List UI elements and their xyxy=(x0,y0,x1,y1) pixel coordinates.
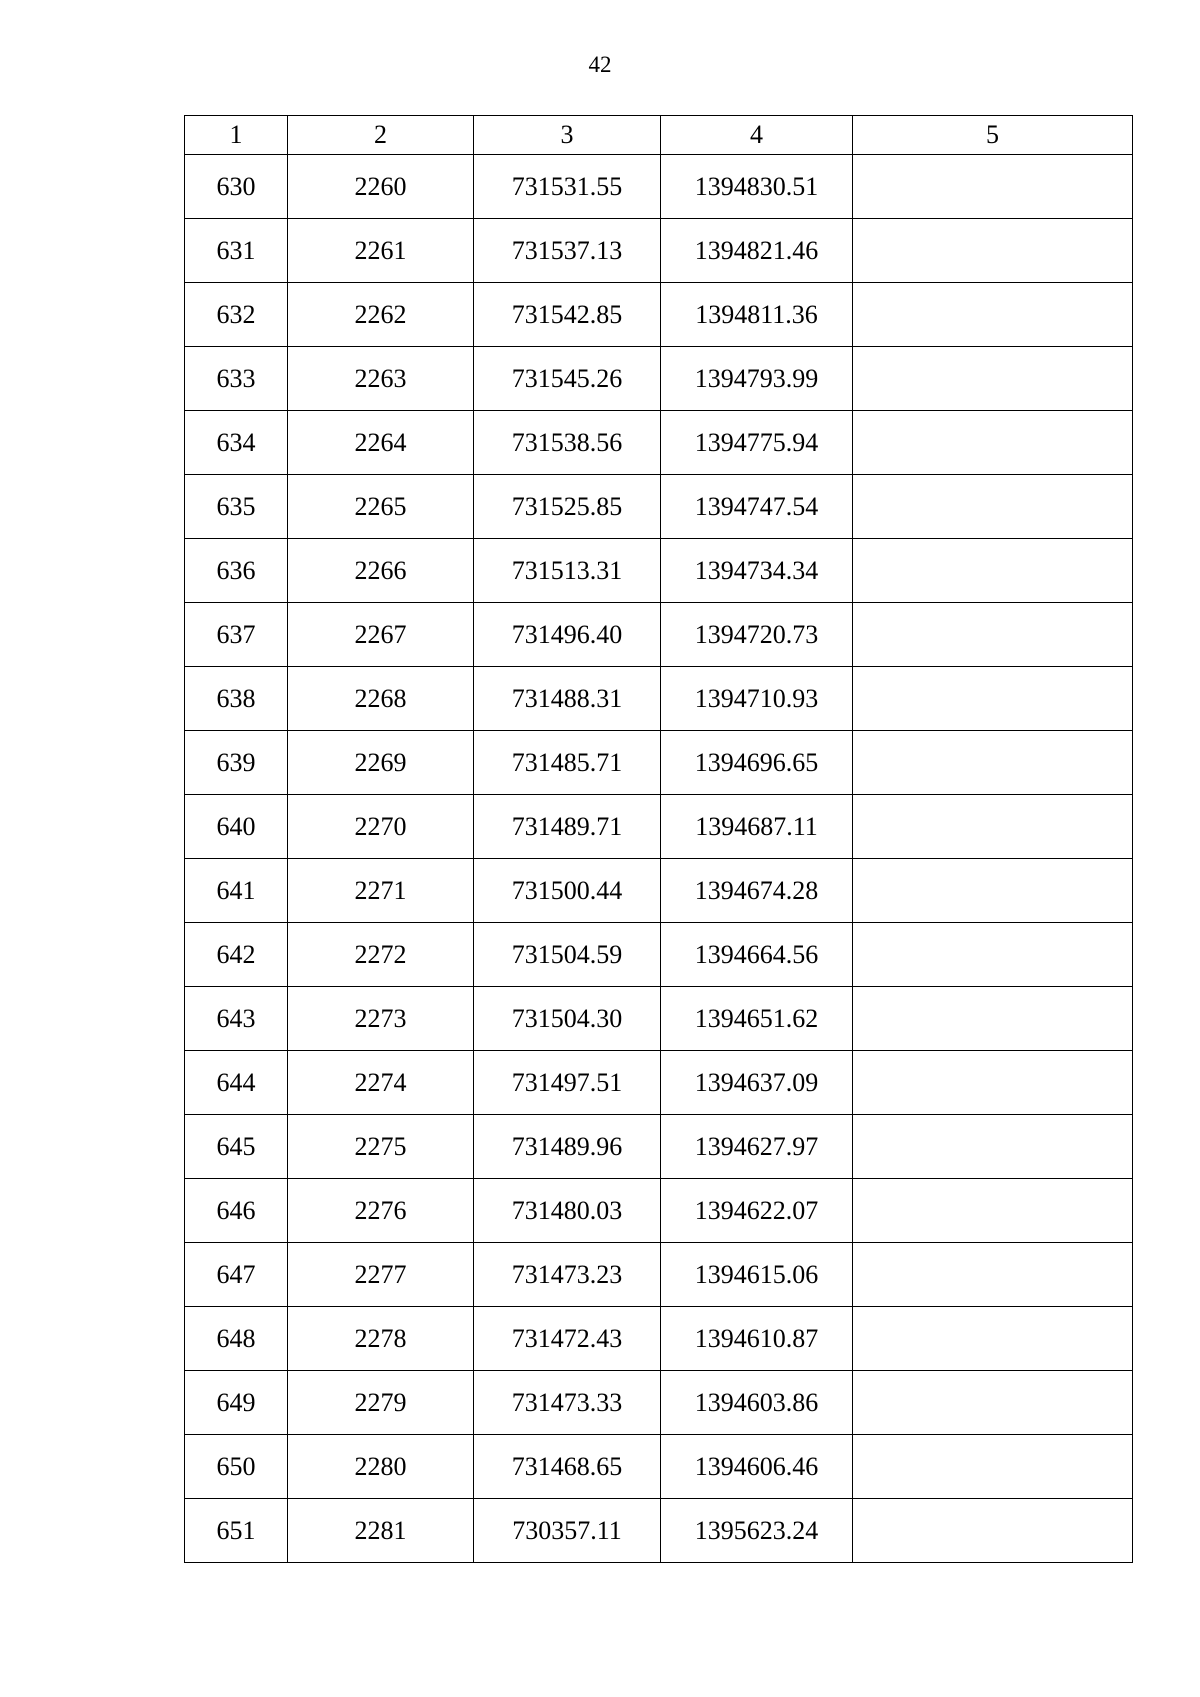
table-row xyxy=(185,539,1133,603)
point-number-cell: 2267 xyxy=(288,603,474,667)
row-number-cell: 638 xyxy=(185,667,288,731)
row-number-cell: 646 xyxy=(185,1179,288,1243)
row-number-cell: 641 xyxy=(185,859,288,923)
note-cell xyxy=(853,1115,1133,1179)
note-cell xyxy=(853,539,1133,603)
x-coordinate-cell: 731496.40 xyxy=(474,603,661,667)
x-coordinate-cell: 731480.03 xyxy=(474,1179,661,1243)
table-row xyxy=(185,1243,1133,1307)
table-row xyxy=(185,795,1133,859)
x-coordinate-cell: 731525.85 xyxy=(474,475,661,539)
y-coordinate-cell: 1394830.51 xyxy=(661,155,853,219)
column-header: 1 xyxy=(185,116,288,155)
table-row xyxy=(185,1499,1133,1563)
note-cell xyxy=(853,475,1133,539)
point-number-cell: 2280 xyxy=(288,1435,474,1499)
x-coordinate-cell: 731537.13 xyxy=(474,219,661,283)
table-row xyxy=(185,1371,1133,1435)
x-coordinate-cell: 731473.23 xyxy=(474,1243,661,1307)
column-header: 5 xyxy=(853,116,1133,155)
y-coordinate-cell: 1394674.28 xyxy=(661,859,853,923)
table-row xyxy=(185,859,1133,923)
coordinates-table xyxy=(184,115,1133,1563)
row-number-cell: 633 xyxy=(185,347,288,411)
row-number-cell: 639 xyxy=(185,731,288,795)
point-number-cell: 2266 xyxy=(288,539,474,603)
x-coordinate-cell: 730357.11 xyxy=(474,1499,661,1563)
row-number-cell: 632 xyxy=(185,283,288,347)
table-row xyxy=(185,731,1133,795)
table-header-row xyxy=(185,116,1133,155)
note-cell xyxy=(853,1371,1133,1435)
row-number-cell: 649 xyxy=(185,1371,288,1435)
x-coordinate-cell: 731538.56 xyxy=(474,411,661,475)
point-number-cell: 2279 xyxy=(288,1371,474,1435)
table-row xyxy=(185,603,1133,667)
table-row xyxy=(185,475,1133,539)
y-coordinate-cell: 1394651.62 xyxy=(661,987,853,1051)
x-coordinate-cell: 731504.30 xyxy=(474,987,661,1051)
point-number-cell: 2278 xyxy=(288,1307,474,1371)
page-number: 42 xyxy=(588,52,612,77)
note-cell xyxy=(853,411,1133,475)
row-number-cell: 643 xyxy=(185,987,288,1051)
point-number-cell: 2275 xyxy=(288,1115,474,1179)
x-coordinate-cell: 731545.26 xyxy=(474,347,661,411)
x-coordinate-cell: 731473.33 xyxy=(474,1371,661,1435)
x-coordinate-cell: 731472.43 xyxy=(474,1307,661,1371)
y-coordinate-cell: 1394734.34 xyxy=(661,539,853,603)
y-coordinate-cell: 1394687.11 xyxy=(661,795,853,859)
note-cell xyxy=(853,731,1133,795)
point-number-cell: 2271 xyxy=(288,859,474,923)
table-row xyxy=(185,667,1133,731)
table-row xyxy=(185,1307,1133,1371)
row-number-cell: 644 xyxy=(185,1051,288,1115)
x-coordinate-cell: 731489.71 xyxy=(474,795,661,859)
table-row xyxy=(185,1115,1133,1179)
y-coordinate-cell: 1394610.87 xyxy=(661,1307,853,1371)
point-number-cell: 2260 xyxy=(288,155,474,219)
table-row xyxy=(185,1435,1133,1499)
row-number-cell: 648 xyxy=(185,1307,288,1371)
row-number-cell: 642 xyxy=(185,923,288,987)
table-row xyxy=(185,347,1133,411)
y-coordinate-cell: 1394710.93 xyxy=(661,667,853,731)
point-number-cell: 2270 xyxy=(288,795,474,859)
table-row xyxy=(185,411,1133,475)
row-number-cell: 631 xyxy=(185,219,288,283)
y-coordinate-cell: 1395623.24 xyxy=(661,1499,853,1563)
y-coordinate-cell: 1394606.46 xyxy=(661,1435,853,1499)
x-coordinate-cell: 731542.85 xyxy=(474,283,661,347)
point-number-cell: 2273 xyxy=(288,987,474,1051)
point-number-cell: 2277 xyxy=(288,1243,474,1307)
note-cell xyxy=(853,987,1133,1051)
point-number-cell: 2274 xyxy=(288,1051,474,1115)
row-number-cell: 650 xyxy=(185,1435,288,1499)
y-coordinate-cell: 1394627.97 xyxy=(661,1115,853,1179)
row-number-cell: 645 xyxy=(185,1115,288,1179)
point-number-cell: 2262 xyxy=(288,283,474,347)
row-number-cell: 651 xyxy=(185,1499,288,1563)
note-cell xyxy=(853,1499,1133,1563)
y-coordinate-cell: 1394793.99 xyxy=(661,347,853,411)
note-cell xyxy=(853,795,1133,859)
row-number-cell: 630 xyxy=(185,155,288,219)
row-number-cell: 647 xyxy=(185,1243,288,1307)
note-cell xyxy=(853,603,1133,667)
point-number-cell: 2265 xyxy=(288,475,474,539)
point-number-cell: 2281 xyxy=(288,1499,474,1563)
note-cell xyxy=(853,283,1133,347)
column-header: 3 xyxy=(474,116,661,155)
table-row xyxy=(185,155,1133,219)
point-number-cell: 2272 xyxy=(288,923,474,987)
x-coordinate-cell: 731468.65 xyxy=(474,1435,661,1499)
y-coordinate-cell: 1394696.65 xyxy=(661,731,853,795)
point-number-cell: 2268 xyxy=(288,667,474,731)
y-coordinate-cell: 1394603.86 xyxy=(661,1371,853,1435)
y-coordinate-cell: 1394615.06 xyxy=(661,1243,853,1307)
y-coordinate-cell: 1394811.36 xyxy=(661,283,853,347)
point-number-cell: 2261 xyxy=(288,219,474,283)
table-row xyxy=(185,219,1133,283)
row-number-cell: 636 xyxy=(185,539,288,603)
table-body xyxy=(185,116,1133,1563)
table-row xyxy=(185,1051,1133,1115)
table-row xyxy=(185,923,1133,987)
point-number-cell: 2269 xyxy=(288,731,474,795)
table-row xyxy=(185,283,1133,347)
note-cell xyxy=(853,923,1133,987)
x-coordinate-cell: 731489.96 xyxy=(474,1115,661,1179)
point-number-cell: 2263 xyxy=(288,347,474,411)
note-cell xyxy=(853,1243,1133,1307)
x-coordinate-cell: 731531.55 xyxy=(474,155,661,219)
table-row xyxy=(185,1179,1133,1243)
x-coordinate-cell: 731497.51 xyxy=(474,1051,661,1115)
note-cell xyxy=(853,1179,1133,1243)
y-coordinate-cell: 1394664.56 xyxy=(661,923,853,987)
point-number-cell: 2276 xyxy=(288,1179,474,1243)
table-row xyxy=(185,987,1133,1051)
y-coordinate-cell: 1394637.09 xyxy=(661,1051,853,1115)
note-cell xyxy=(853,1051,1133,1115)
x-coordinate-cell: 731488.31 xyxy=(474,667,661,731)
row-number-cell: 634 xyxy=(185,411,288,475)
row-number-cell: 635 xyxy=(185,475,288,539)
point-number-cell: 2264 xyxy=(288,411,474,475)
note-cell xyxy=(853,1435,1133,1499)
y-coordinate-cell: 1394821.46 xyxy=(661,219,853,283)
note-cell xyxy=(853,859,1133,923)
x-coordinate-cell: 731485.71 xyxy=(474,731,661,795)
y-coordinate-cell: 1394622.07 xyxy=(661,1179,853,1243)
y-coordinate-cell: 1394720.73 xyxy=(661,603,853,667)
note-cell xyxy=(853,347,1133,411)
x-coordinate-cell: 731504.59 xyxy=(474,923,661,987)
note-cell xyxy=(853,155,1133,219)
x-coordinate-cell: 731513.31 xyxy=(474,539,661,603)
note-cell xyxy=(853,1307,1133,1371)
column-header: 4 xyxy=(661,116,853,155)
y-coordinate-cell: 1394747.54 xyxy=(661,475,853,539)
note-cell xyxy=(853,219,1133,283)
row-number-cell: 637 xyxy=(185,603,288,667)
column-header: 2 xyxy=(288,116,474,155)
x-coordinate-cell: 731500.44 xyxy=(474,859,661,923)
row-number-cell: 640 xyxy=(185,795,288,859)
note-cell xyxy=(853,667,1133,731)
y-coordinate-cell: 1394775.94 xyxy=(661,411,853,475)
